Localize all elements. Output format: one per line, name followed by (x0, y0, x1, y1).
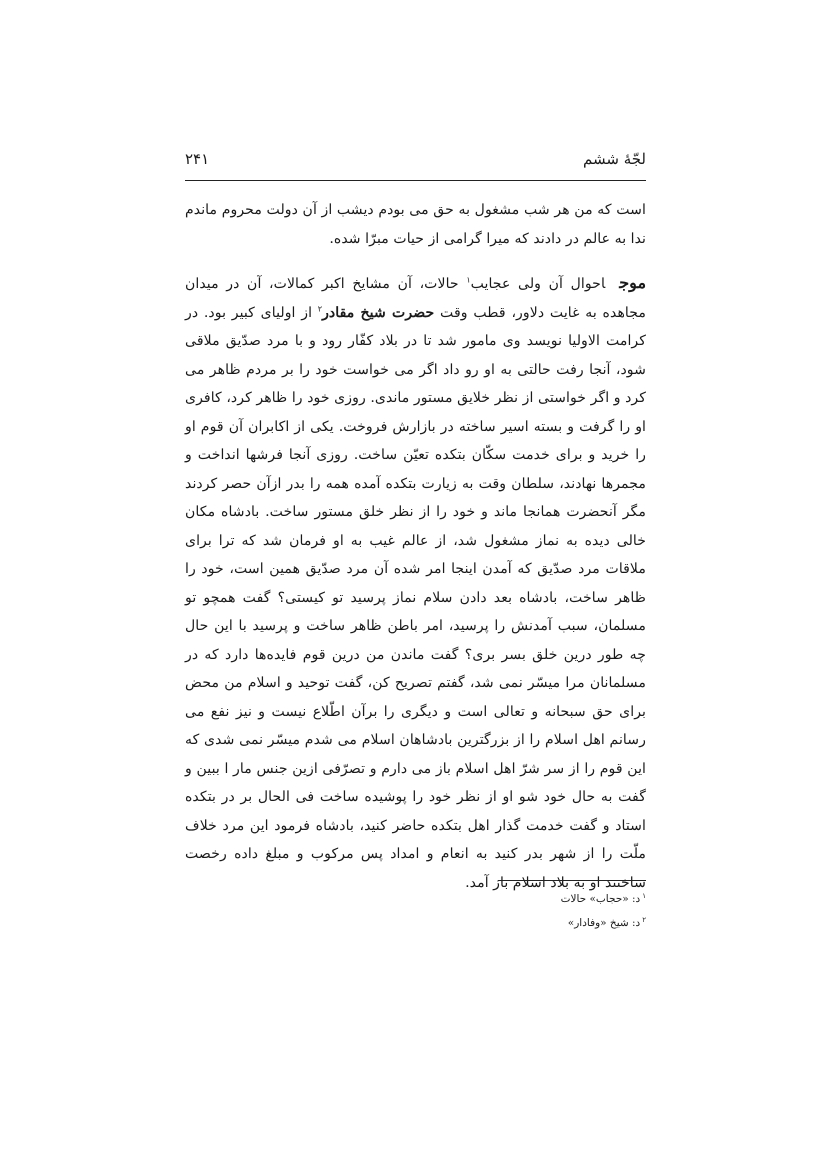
footnotes (185, 887, 646, 935)
entry-text-part3: از اولیای کبیر بود. در کرامت الاولیا نویسد وی مامور شد تا در بلاد کفّار رود و با مرد صدّیق ملاقی شود، آنجا رفت حالتی به او رو داد اگر می خواست خود را بر مردم ظاهر می کرد و اگر خواستی از نظر خلایق مستور ماندی. روزی خود را ظاهر کرد، کافری او را گرفت و بسته اسیر ساخته در بازارش فروخت. یکی از اکابران آن قوم او را خرید و برای خدمت سکّان بتکده تعیّن ساخت. روزی آنجا فرشها انداخت و مجمرها نهادند، سلطان وقت به زیارت بتکده آمده همه را بدر ازآن حصر کردند مگر آنحضرت همانجا ماند و خود را از نظر خلق مستور ساخت. بادشاه مکان خالی دیده به نماز مشغول شد، از عالم غیب به او فرمان شد که ترا برای ملاقات مرد صدّیق که آمدن اینجا امر شده آن مرد صدّیق همین است، خود را ظاهر ساخت، بادشاه بعد دادن سلام نماز پرسید تو کیستی؟ گفت همچو تو مسلمان، سبب آمدنش را پرسید، امر باطن ظاهر ساخت و پرسید با این حال چه طور درین خلق بسر بری؟ گفت ماندن من درین قوم فایده‌ها دارد که در مسلمانان مرا میسّر نمی شد، گفتم تصریح کن، گفت توحید و اسلام من محض برای حق سبحانه و تعالی است و دیگری را برآن اطّلاع نیست و نیز نفع می رسانم اهل اسلام را از بزرگترین بادشاهان اسلام می شدم میسّر نمی شدی که این قوم را از سر شرّ اهل اسلام باز می دارم و تصرّفی ازین جنس مار ا ببین و گفت به حال خود شو او از نظر خود را پوشیده ساخت فی الحال بر در بتکده استاد و گفت خدمت گذار اهل بتکده حاضر کنید، بادشاه فرمود این مرد خلاف ملّت را از شهر بدر کنید به انعام و امداد پس مرکوب و مبلغ داده رخصت ساختند او به بلاد اسلام باز آمد. (185, 304, 646, 891)
entry-lead-word: موج (619, 273, 647, 292)
paragraph-entry (185, 269, 646, 897)
footnote-ref-1[interactable]: ۱ (466, 275, 471, 285)
body-text (185, 196, 646, 897)
paragraph-gap (185, 253, 646, 269)
running-head (185, 150, 646, 172)
footnote-1 (185, 887, 646, 911)
footnote-2 (185, 911, 646, 935)
footnote-number: ۲ (642, 915, 646, 924)
page-number: ۲۴۱ (185, 150, 210, 168)
entry-text-part1: احوال آن ولی عجایب (470, 276, 606, 292)
saint-name: حضرت شیخ مقادر (322, 304, 435, 321)
book-page (185, 0, 646, 1169)
footnote-number: ۱ (642, 891, 646, 900)
footnote-ref-2[interactable]: ۲ (317, 303, 323, 313)
footnote-text: د: شیخ «وفادار» (567, 917, 641, 929)
footnote-divider (498, 880, 646, 881)
running-title: لجّهٔ ششم (583, 150, 646, 168)
header-divider (185, 180, 646, 181)
paragraph-continuation: است که من هر شب مشغول به حق می بودم دیشب از آن دولت محروم ماندم ندا به عالم در دادند که میرا گرامی از حیات مبرّا شده. (185, 202, 646, 247)
entry-text-part2: حالات، آن مشایخ اکبر کمالات، آن در میدان مجاهده به غایت دلاور، قطب وقت (185, 276, 647, 321)
footnote-text: د: «حجاب» حالات (560, 893, 641, 905)
